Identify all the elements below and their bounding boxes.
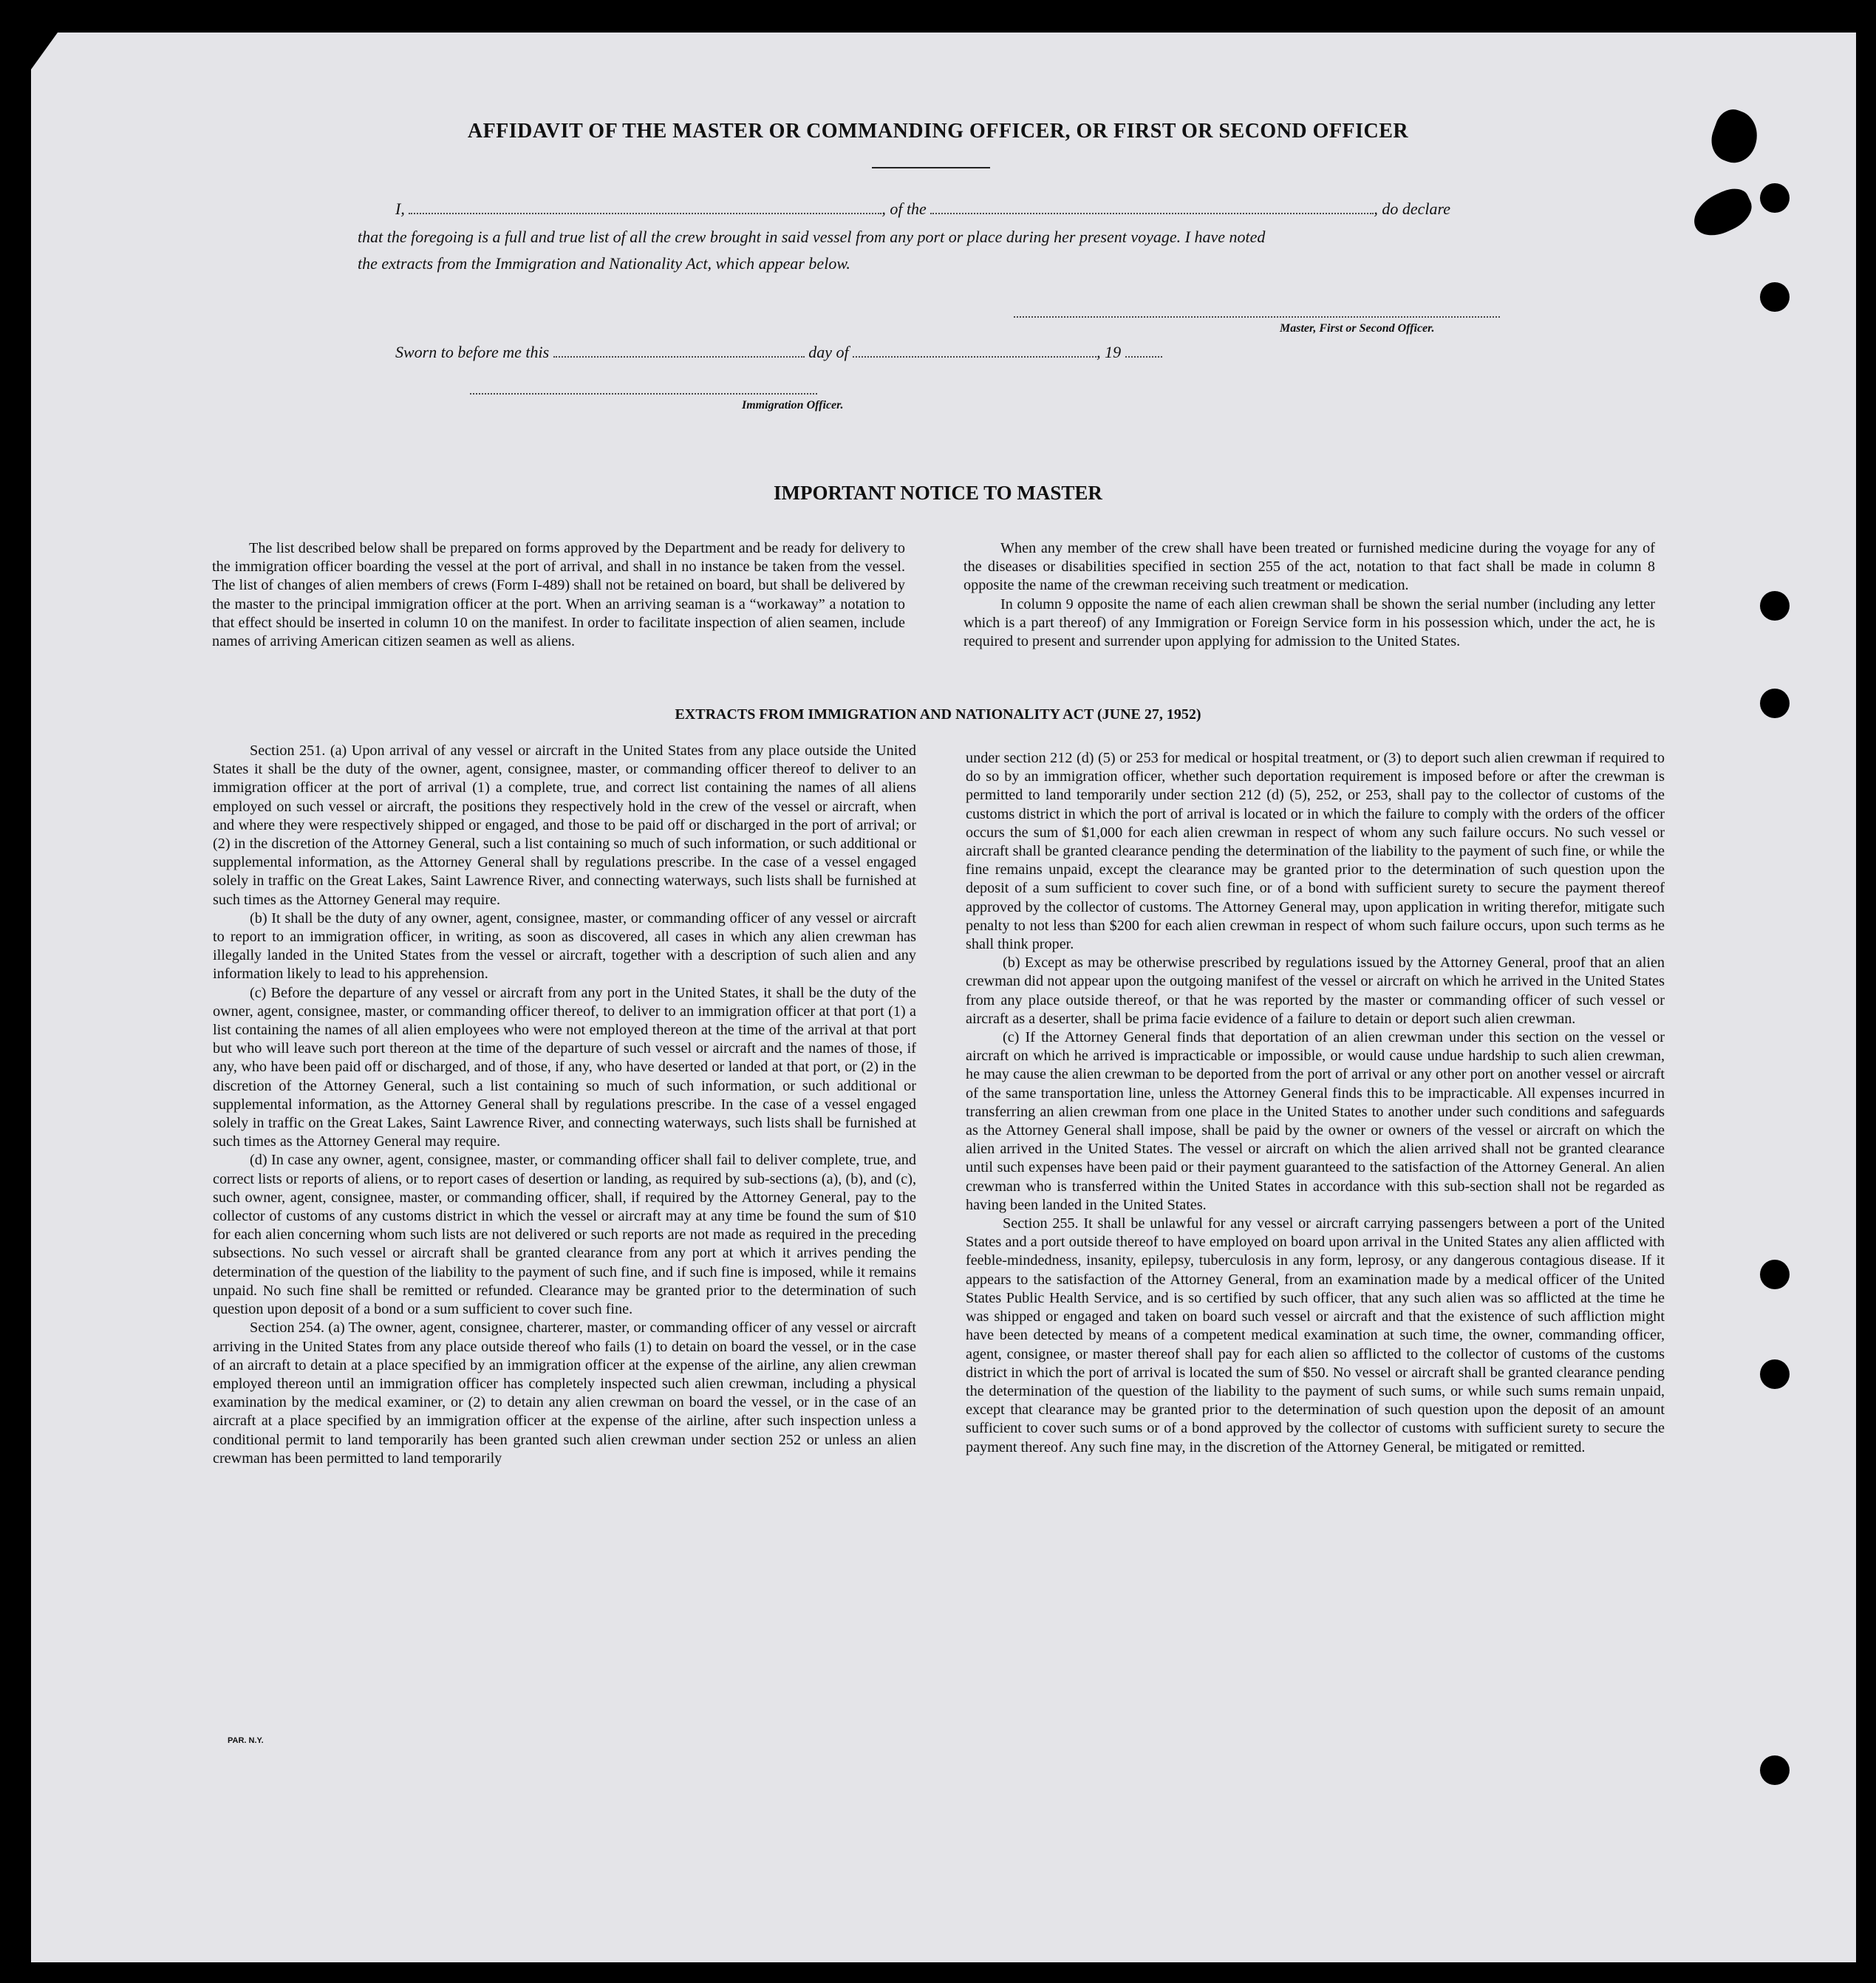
notice-left-column: [212, 539, 905, 651]
notice-right-paragraph-1: When any member of the crew shall have been treated or furnished medicine during the voyage for any of the diseases or disabilities specified in section 255 of the act, notation to that fact shall be made in column 8 opposite the name of the crewman receiving such treatment or medication.: [963, 540, 1655, 594]
sworn-day-field[interactable]: [553, 355, 805, 358]
punch-hole: [1760, 1755, 1790, 1785]
officer-signature-line[interactable]: [470, 393, 817, 395]
extract-paragraph: (b) Except as may be otherwise prescribed by regulations issued by the Attorney General, proof that an alien crewman did not appear upon the outgoing manifest of the vessel or aircraft on which he arrived in the United States from any place outside thereof, or that he was reported by the master or commanding officer of such vessel or aircraft as a deserter, shall be prima facie evidence of a failure to detain or deport such alien crewman.: [966, 955, 1665, 1027]
punch-hole: [1760, 282, 1790, 312]
punch-hole: [1760, 591, 1790, 621]
punch-hole: [1760, 1359, 1790, 1389]
punch-hole: [1760, 1260, 1790, 1289]
affidavit-line-2: that the foregoing is a full and true list of all the crew brought in said vessel from any port or place during her present voyage. I have noted: [358, 228, 1266, 246]
name-field[interactable]: [409, 212, 881, 214]
do-declare-label: , do declare: [1374, 199, 1450, 218]
month-field[interactable]: [853, 355, 1096, 358]
affidavit-line-1: [395, 199, 1450, 219]
notice-right-column: [963, 539, 1655, 651]
master-signature-caption: Master, First or Second Officer.: [1280, 322, 1435, 335]
extract-paragraph: Section 251. (a) Upon arrival of any vessel or aircraft in the United States from any place outside the United States it shall be the duty of the owner, agent, consignee, master, or commanding officer thereof to deliver to an immigration officer at the port of arrival (1) a complete, true, and correct list containing the names of all aliens employed on such vessel or aircraft, the positions they respectively hold in the crew of the vessel or aircraft, when and where they were respectively shipped or engaged, and those to be paid off or discharged in the port of arrival; or (2) in the discretion of the Attorney General, such a list containing so much of such information, or such additional or supplemental information, as the Attorney General shall by regulations prescribe. In the case of a vessel engaged solely in traffic on the Great Lakes, Saint Lawrence River, and connecting waterways, such lists shall be furnished at such times as the Attorney General may require.: [213, 743, 916, 908]
of-the-label: , of the: [881, 199, 927, 218]
extract-paragraph: (c) Before the departure of any vessel or aircraft from any port in the United States, it shall be the duty of the owner, agent, consignee, master, or commanding officer thereof, to deliver to an immigration officer at that port (1) a list containing the names of all alien employees who were not employed thereon at the time of the arrival at that port but who will leave such port thereon at the time of the departure of such vessel or aircraft and the names of those, if any, who have been paid off or discharged, and of those, if any, who have deserted or landed at that port, or (2) in the discretion of the Attorney General, such a list containing so much of such information, or such additional or supplemental information, as the Attorney General shall by regulations prescribe. In the case of a vessel engaged solely in traffic on the Great Lakes, Saint Lawrence River, and connecting waterways, such lists shall be furnished at such times as the Attorney General may require.: [213, 984, 916, 1150]
notice-right-paragraph-2: In column 9 opposite the name of each alien crewman shall be shown the serial number (including any letter which is a part thereof) of any Immigration or Foreign Service form in his possession which, under the act, he is required to present and surrender upon applying for admission to the United States.: [963, 595, 1655, 650]
printer-mark: PAR. N.Y.: [228, 1736, 264, 1745]
extract-paragraph: Section 255. It shall be unlawful for any vessel or aircraft carrying passengers between a port of the United States and a port outside thereof to have employed on board upon arrival in the United States any alien afflicted with feeble-mindedness, insanity, epilepsy, tuberculosis in any form, leprosy, or any dangerous contagious disease. If it appears to the satisfaction of the Attorney General, from an examination made by a medical officer of the United States Public Health Service, and is so certified by such officer, that any such alien was so afflicted at the time he was shipped or engaged and taken on board such vessel or aircraft and that the existence of such affliction might have been detected by means of a competent medical examination at such time, the owner, commanding officer, agent, consignee, or master thereof shall pay for each alien so afflicted to the collector of customs of the customs district in which the port of arrival is located the sum of $50. No vessel or aircraft shall be granted clearance pending the determination of the question of the liability to the payment of such sums, or while such sums remain unpaid, except that clearance may be granted prior to the determination of such question upon the deposit of an amount sufficient to cover such sums or of a bond approved by the collector of customs with sufficient surety to secure the payment thereof. Any such fine may, in the discretion of the Attorney General, be mitigated or remitted.: [966, 1215, 1665, 1455]
extract-paragraph: Section 254. (a) The owner, agent, consignee, charterer, master, or commanding officer of any vessel or aircraft arriving in the United States from any place outside thereof who fails (1) to detain on board the vessel, or in the case of an aircraft to detain at a place specified by an immigration officer at the expense of the airline, any alien crewman employed thereon until an immigration officer has completely inspected such alien crewman, including a physical examination by the medical examiner, or (2) to detain any alien crewman on board the vessel, or in the case of an aircraft at a place specified by an immigration officer at the expense of the airline, after such inspection unless a conditional permit to land temporarily has been granted such alien crewman under section 252 or unless an alien crewman has been permitted to land temporarily: [213, 1320, 916, 1467]
year-field[interactable]: [1125, 355, 1162, 358]
notice-title: IMPORTANT NOTICE TO MASTER: [774, 482, 1102, 504]
officer-signature-caption: Immigration Officer.: [742, 399, 844, 412]
day-of-label: day of: [808, 343, 849, 361]
sworn-label: Sworn to before me this: [395, 343, 550, 361]
punch-hole: [1760, 183, 1790, 213]
year-label: , 19: [1096, 343, 1122, 361]
affidavit-line-3: the extracts from the Immigration and Nationality Act, which appear below.: [358, 254, 850, 273]
sworn-line: [395, 343, 1162, 362]
title-rule: [872, 167, 990, 168]
extract-paragraph: (d) In case any owner, agent, consignee, master, or commanding officer shall fail to deliver complete, true, and correct lists or reports of aliens, or to report cases of desertion or landing, as required by sub-sections (a), (b), and (c), such owner, agent, consignee, master, or commanding officer, shall, if required by the Attorney General, pay to the collector of customs of any customs district in which the vessel or aircraft may at any time be found the sum of $10 for each alien concerning whom such lists are not delivered or such reports are not made as required in the preceding subsections. No such vessel or aircraft shall be granted clearance from any port at which it arrives pending the determination of the question of the liability to the payment of such fine, and if such fine is imposed, while it remains unpaid. No such fine shall be remitted or refunded. Clearance may be granted prior to the determination of such question upon deposit of a bond or a sum sufficient to cover such fine.: [213, 1152, 916, 1318]
extract-paragraph: under section 212 (d) (5) or 253 for medical or hospital treatment, or (3) to deport such alien crewman if required to do so by an immigration officer, whether such deportation requirement is imposed before or after the crewman is permitted to land temporarily under section 212 (d) (5), 252, or 253, shall pay to the collector of customs of the customs district in which the port of arrival is located or in which the failure to comply with the orders of the officer occurs the sum of $1,000 for each alien crewman in respect of whom any such failure occurs. No such vessel or aircraft shall be granted clearance pending the determination of the liability to the payment of such fine, or while the fine remains unpaid, except the clearance may be granted prior to the determination of such question upon the deposit of a sum sufficient to cover such fine, or of a bond with sufficient surety to secure the payment thereof approved by the collector of customs. The Attorney General may, upon application in writing therefor, mitigate such penalty to not less than $200 for each alien crewman in respect of whom such failure occurs, upon such terms as he shall think proper.: [966, 750, 1665, 953]
extract-paragraph: (b) It shall be the duty of any owner, agent, consignee, master, or commanding officer of any vessel or aircraft to report to an immigration officer, in writing, as soon as discovered, all cases in which any alien crewman has illegally landed in the United States from the vessel or aircraft, together with a description of such alien and any information likely to lead to his apprehension.: [213, 909, 916, 983]
extract-paragraph: (c) If the Attorney General finds that deportation of an alien crewman under this section on the vessel or aircraft on which he arrived is impracticable or impossible, or would cause undue hardship to such alien crewman, he may cause the alien crewman to be deported from the port of arrival or any other port on another vessel or aircraft of the same transportation line, unless the Attorney General finds this to be impracticable. All expenses incurred in transferring an alien crewman from one place in the United States to another under such conditions and safeguards as the Attorney General shall impose, shall be paid by the owner or owners of the vessel or aircraft on which the alien arrived in the United States. The vessel or aircraft on which the alien arrived shall not be granted clearance until such expenses have been paid or their payment guaranteed to the satisfaction of the Attorney General. An alien crewman who is transferred within the United States in accordance with this sub-section shall not be regarded as having been landed in the United States.: [966, 1029, 1665, 1213]
extracts-left-column: [213, 742, 916, 1468]
notice-left-paragraph: The list described below shall be prepared on forms approved by the Department and be ready for delivery to the immigration officer boarding the vessel at the port of arrival, and shall in no instance be taken from the vessel. The list of changes of alien members of crews (Form I-489) shall not be retained on board, but shall be delivered by the master to the principal immigration officer at the port. When an arriving seaman is a “workaway” a notation to that effect should be inserted in column 10 on the manifest. In order to facilitate inspection of alien seamen, include names of arriving American citizen seamen as well as aliens.: [212, 540, 905, 650]
vessel-field[interactable]: [930, 212, 1374, 214]
extracts-title: EXTRACTS FROM IMMIGRATION AND NATIONALITY ACT (JUNE 27, 1952): [675, 706, 1201, 723]
extracts-right-column: [966, 749, 1665, 1457]
i-label: I,: [395, 199, 405, 218]
master-signature-line[interactable]: [1014, 316, 1500, 318]
affidavit-title: AFFIDAVIT OF THE MASTER OR COMMANDING OFFICER, OR FIRST OR SECOND OFFICER: [467, 120, 1409, 143]
